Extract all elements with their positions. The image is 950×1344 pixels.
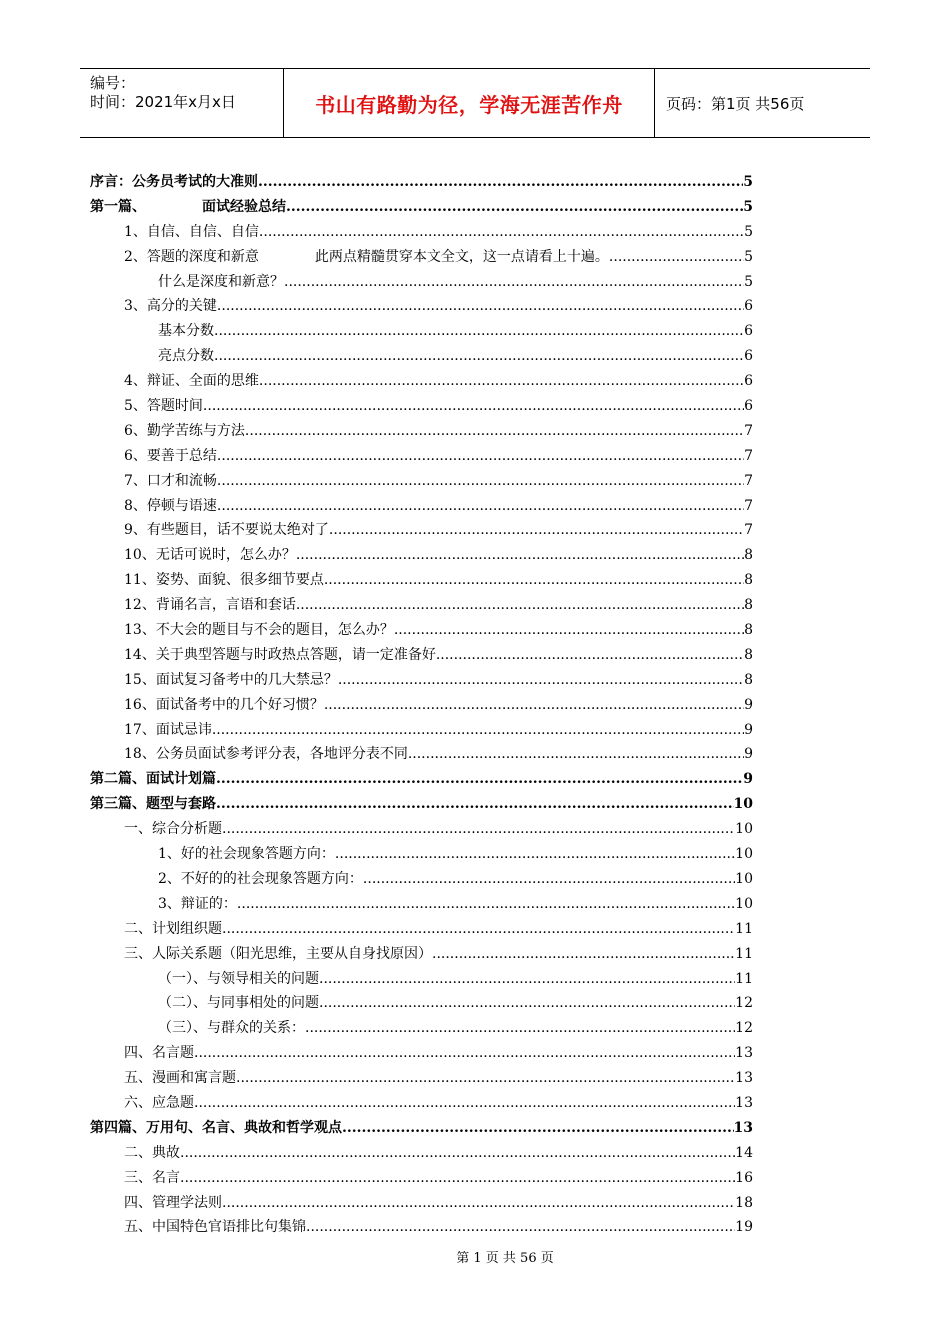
toc-entry-title-text: 1、自信、自信、自信 xyxy=(124,223,259,240)
toc-page-number: 6 xyxy=(744,323,753,340)
toc-entry-title xyxy=(124,245,609,270)
toc-entry-title-text: 16、面试备考中的几个好习惯？ xyxy=(124,696,324,713)
toc-entry-title-text: 1、好的社会现象答题方向： xyxy=(158,846,335,863)
toc-dot-leader xyxy=(609,245,744,270)
toc-page-number: 13 xyxy=(733,1119,753,1136)
toc-entry[interactable] xyxy=(90,1215,753,1240)
toc-page-number: 10 xyxy=(735,870,753,887)
toc-dot-leader xyxy=(329,518,744,543)
toc-entry-title xyxy=(124,419,245,444)
toc-page-number: 9 xyxy=(744,721,753,738)
toc-dot-leader xyxy=(363,867,735,892)
toc-entry-title-text: 4、辩证、全面的思维 xyxy=(124,373,259,390)
toc-dot-leader xyxy=(194,1041,735,1066)
toc-entry[interactable] xyxy=(90,319,753,344)
toc-entry-title xyxy=(124,593,296,618)
toc-page-number: 6 xyxy=(744,373,753,390)
toc-entry-title-text: 7、口才和流畅 xyxy=(124,472,217,489)
toc-entry[interactable] xyxy=(90,1041,753,1066)
toc-page-number: 19 xyxy=(735,1219,753,1236)
toc-dot-leader xyxy=(259,220,744,245)
toc-entry[interactable] xyxy=(90,1116,753,1141)
toc-entry-title xyxy=(124,718,212,743)
toc-entry-title xyxy=(90,195,286,220)
toc-entry-title xyxy=(124,1041,194,1066)
toc-page-number: 13 xyxy=(735,1070,753,1087)
toc-dot-leader xyxy=(245,419,744,444)
toc-entry[interactable] xyxy=(90,593,753,618)
toc-page-number: 13 xyxy=(735,1094,753,1111)
toc-entry[interactable] xyxy=(90,518,753,543)
toc-dot-leader xyxy=(284,270,744,295)
toc-entry[interactable] xyxy=(90,1066,753,1091)
toc-entry[interactable] xyxy=(90,867,753,892)
toc-entry[interactable] xyxy=(90,991,753,1016)
toc-entry-title-text: 五、中国特色官语排比句集锦 xyxy=(124,1219,306,1236)
toc-entry-title xyxy=(124,1091,194,1116)
toc-entry-title xyxy=(124,568,324,593)
toc-entry-title xyxy=(158,1016,305,1041)
toc-page-number: 5 xyxy=(743,174,753,190)
toc-entry[interactable] xyxy=(90,294,753,319)
toc-entry-title xyxy=(124,917,222,942)
toc-dot-leader xyxy=(305,1016,735,1041)
toc-page-number: 10 xyxy=(735,821,753,838)
toc-entry[interactable] xyxy=(90,195,753,220)
toc-dot-leader xyxy=(217,469,744,494)
toc-entry-title xyxy=(158,867,363,892)
toc-dot-leader xyxy=(194,1091,735,1116)
toc-entry-title xyxy=(90,792,216,817)
toc-entry[interactable] xyxy=(90,568,753,593)
header-page-info: 页码：第1页 共56页 xyxy=(666,94,805,113)
header-table xyxy=(80,68,870,138)
toc-entry[interactable] xyxy=(90,967,753,992)
toc-entry-title-text: 序言：公务员考试的大准则 xyxy=(90,174,258,190)
toc-page-number: 7 xyxy=(744,497,753,514)
toc-page-number: 8 xyxy=(744,572,753,589)
toc-entry[interactable] xyxy=(90,742,753,767)
toc-entry[interactable] xyxy=(90,494,753,519)
toc-dot-leader xyxy=(222,817,735,842)
toc-dot-leader xyxy=(319,991,735,1016)
toc-page-number: 7 xyxy=(744,472,753,489)
toc-entry-title-text: 18、公务员面试参考评分表，各地评分表不同 xyxy=(124,746,408,763)
toc-entry-title xyxy=(124,643,436,668)
toc-page-number: 14 xyxy=(735,1144,753,1161)
toc-entry[interactable] xyxy=(90,1016,753,1041)
toc-entry[interactable] xyxy=(90,1166,753,1191)
toc-entry-title-text: （二）、与同事相处的问题 xyxy=(158,995,319,1012)
toc-dot-leader xyxy=(432,942,735,967)
toc-dot-leader xyxy=(258,170,743,195)
toc-entry[interactable] xyxy=(90,344,753,369)
toc-entry-title-text: （三）、与群众的关系： xyxy=(158,1020,305,1037)
toc-entry-title xyxy=(124,469,217,494)
toc-entry[interactable] xyxy=(90,469,753,494)
toc-page-number: 8 xyxy=(744,646,753,663)
toc-entry-title-text: 8、停顿与语速 xyxy=(124,497,217,514)
toc-entry-title xyxy=(124,369,259,394)
toc-page-number: 6 xyxy=(744,348,753,365)
toc-entry[interactable] xyxy=(90,170,753,195)
motto-text: 书山有路勤为径，学海无涯苦作舟 xyxy=(315,92,623,117)
toc-entry-title xyxy=(158,967,319,992)
toc-entry-title-text: 9、有些题目，话不要说太绝对了 xyxy=(124,522,329,539)
toc-entry-title xyxy=(124,220,259,245)
toc-page-number: 5 xyxy=(743,198,753,215)
toc-dot-leader xyxy=(180,1141,735,1166)
toc-dot-leader xyxy=(296,593,744,618)
toc-entry-title-text: 三、人际关系题（阳光思维，主要从自身找原因） xyxy=(124,945,432,962)
toc-page-number: 12 xyxy=(735,1020,753,1037)
toc-entry-subtitle-text: 面试经验总结 xyxy=(202,198,286,215)
page-footer: 第 1 页 共 56 页 xyxy=(456,1251,554,1266)
toc-entry-title-text: 二、典故 xyxy=(124,1144,180,1161)
toc-entry-title-text: 13、不大会的题目与不会的题目，怎么办？ xyxy=(124,622,394,639)
toc-entry-title-text: 第一篇、 xyxy=(90,198,146,215)
toc-entry-title-text: 2、不好的的社会现象答题方向： xyxy=(158,870,363,887)
toc-entry-title xyxy=(124,693,324,718)
toc-entry-title xyxy=(90,767,216,792)
toc-entry-title-text: 四、管理学法则 xyxy=(124,1194,222,1211)
toc-entry-title xyxy=(124,543,296,568)
toc-page-number: 5 xyxy=(744,248,753,265)
toc-dot-leader xyxy=(216,767,743,792)
toc-entry[interactable] xyxy=(90,792,753,817)
toc-page-number: 6 xyxy=(744,298,753,315)
header-motto-cell xyxy=(284,69,655,137)
toc-page-number: 10 xyxy=(735,846,753,863)
toc-page-number: 7 xyxy=(744,422,753,439)
toc-dot-leader xyxy=(408,742,744,767)
toc-entry[interactable] xyxy=(90,543,753,568)
toc-entry[interactable] xyxy=(90,369,753,394)
toc-dot-leader xyxy=(286,195,743,220)
toc-entry[interactable] xyxy=(90,245,753,270)
toc-page-number: 13 xyxy=(735,1045,753,1062)
toc-page-number: 18 xyxy=(735,1194,753,1211)
toc-page-number: 6 xyxy=(744,398,753,415)
toc-entry[interactable] xyxy=(90,1141,753,1166)
toc-entry-title-text: 基本分数 xyxy=(158,323,214,340)
toc-entry-title xyxy=(124,444,217,469)
toc-entry-title-text: 12、背诵名言，言语和套话 xyxy=(124,597,296,614)
toc-entry-title xyxy=(158,892,237,917)
toc-entry-title-text: 亮点分数 xyxy=(158,348,214,365)
toc-entry-title xyxy=(124,817,222,842)
toc-page-number: 9 xyxy=(744,696,753,713)
toc-page-number: 9 xyxy=(743,771,753,788)
toc-entry-title xyxy=(124,1191,222,1216)
toc-entry-title-text: （一）、与领导相关的问题 xyxy=(158,970,319,987)
toc-dot-leader xyxy=(203,394,744,419)
toc-dot-leader xyxy=(335,842,735,867)
toc-entry-title-text: 17、面试忌讳 xyxy=(124,721,212,738)
toc-page-number: 9 xyxy=(744,746,753,763)
toc-entry-title-text: 五、漫画和寓言题 xyxy=(124,1070,236,1087)
toc-entry-title-text: 第三篇、题型与套路 xyxy=(90,796,216,813)
toc-entry-title xyxy=(158,344,214,369)
toc-entry-title xyxy=(124,668,338,693)
toc-entry-title-text: 6、要善于总结 xyxy=(124,447,217,464)
toc-dot-leader xyxy=(237,892,735,917)
toc-entry-title-text: 3、高分的关键 xyxy=(124,298,217,315)
toc-entry-title-text: 一、综合分析题 xyxy=(124,821,222,838)
toc-entry-title-text: 二、计划组织题 xyxy=(124,920,222,937)
number-label: 编号： xyxy=(90,74,136,92)
toc-dot-leader xyxy=(342,1116,734,1141)
toc-page-number: 12 xyxy=(735,995,753,1012)
toc-entry-title xyxy=(158,842,335,867)
toc-dot-leader xyxy=(214,319,744,344)
toc-entry-title xyxy=(124,1215,306,1240)
toc-dot-leader xyxy=(222,917,735,942)
toc-dot-leader xyxy=(222,1191,735,1216)
toc-dot-leader xyxy=(394,618,744,643)
toc-entry-title xyxy=(124,1141,180,1166)
toc-entry-title-text: 6、勤学苦练与方法 xyxy=(124,422,245,439)
toc-dot-leader xyxy=(259,369,744,394)
toc-entry-title-text: 什么是深度和新意？ xyxy=(158,273,284,290)
toc-page-number: 8 xyxy=(744,671,753,688)
toc-entry[interactable] xyxy=(90,917,753,942)
toc-dot-leader xyxy=(338,668,744,693)
toc-page-number: 16 xyxy=(735,1169,753,1186)
toc-entry[interactable] xyxy=(90,767,753,792)
toc-entry-subtitle-text: 此两点精髓贯穿本文全文，这一点请看上十遍。 xyxy=(314,248,609,265)
toc-entry-title xyxy=(158,991,319,1016)
toc-entry-title xyxy=(124,494,217,519)
toc-page-number: 7 xyxy=(744,447,753,464)
toc-dot-leader xyxy=(180,1166,735,1191)
toc-dot-leader xyxy=(212,718,744,743)
toc-entry[interactable] xyxy=(90,693,753,718)
toc-page-number: 10 xyxy=(733,796,753,813)
toc-entry-title xyxy=(124,394,203,419)
toc-entry-title-text: 2、答题的深度和新意 xyxy=(124,248,259,265)
toc-page-number: 5 xyxy=(744,273,753,290)
toc-entry[interactable] xyxy=(90,668,753,693)
toc-entry[interactable] xyxy=(90,643,753,668)
toc-dot-leader xyxy=(236,1066,735,1091)
toc-dot-leader xyxy=(324,693,744,718)
toc-entry-title xyxy=(124,1066,236,1091)
toc-page-number: 8 xyxy=(744,547,753,564)
time-label: 时间：2021年x月x日 xyxy=(90,93,236,111)
toc-entry[interactable] xyxy=(90,618,753,643)
toc-dot-leader xyxy=(306,1215,735,1240)
toc-entry[interactable] xyxy=(90,1191,753,1216)
toc-dot-leader xyxy=(217,444,744,469)
toc-entry[interactable] xyxy=(90,220,753,245)
toc-entry-title-text: 六、应急题 xyxy=(124,1094,194,1111)
toc-entry-title-text: 10、无话可说时，怎么办？ xyxy=(124,547,296,564)
toc-entry-title-text: 第四篇、万用句、名言、典故和哲学观点 xyxy=(90,1119,342,1136)
toc-dot-leader xyxy=(217,494,744,519)
toc-dot-leader xyxy=(214,344,744,369)
header-left-cell xyxy=(80,69,284,137)
toc-entry[interactable] xyxy=(90,718,753,743)
toc-entry[interactable] xyxy=(90,892,753,917)
toc-entry-title xyxy=(124,1166,180,1191)
toc-entry-title-text: 第二篇、面试计划篇 xyxy=(90,771,216,788)
toc-entry-title xyxy=(90,1116,342,1141)
toc-entry-title-text: 15、面试复习备考中的几大禁忌？ xyxy=(124,671,338,688)
toc-entry[interactable] xyxy=(90,1091,753,1116)
toc-entry[interactable] xyxy=(90,419,753,444)
toc-entry-title-text: 5、答题时间 xyxy=(124,398,203,415)
toc-entry[interactable] xyxy=(90,394,753,419)
toc-entry-title xyxy=(124,742,408,767)
toc-page-number: 5 xyxy=(744,223,753,240)
toc-entry[interactable] xyxy=(90,817,753,842)
toc-page-number: 7 xyxy=(744,522,753,539)
toc-dot-leader xyxy=(296,543,744,568)
toc-page-number: 8 xyxy=(744,622,753,639)
toc-dot-leader xyxy=(216,792,734,817)
toc-entry-title xyxy=(90,170,258,195)
toc-entry-title-text: 11、姿势、面貌、很多细节要点 xyxy=(124,572,324,589)
toc-entry-title-text: 三、名言 xyxy=(124,1169,180,1186)
toc-entry[interactable] xyxy=(90,842,753,867)
toc-entry-title xyxy=(124,518,329,543)
table-of-contents xyxy=(90,170,753,1240)
toc-dot-leader xyxy=(324,568,744,593)
toc-entry-title xyxy=(158,270,284,295)
toc-entry[interactable] xyxy=(90,444,753,469)
toc-entry[interactable] xyxy=(90,942,753,967)
toc-entry-title-text: 14、关于典型答题与时政热点答题，请一定准备好 xyxy=(124,646,436,663)
toc-entry-title xyxy=(158,319,214,344)
toc-entry-title xyxy=(124,942,432,967)
toc-page-number: 11 xyxy=(735,970,753,987)
toc-entry-title-text: 四、名言题 xyxy=(124,1045,194,1062)
toc-entry-title xyxy=(124,294,217,319)
toc-entry-title-text: 3、辩证的： xyxy=(158,895,237,912)
toc-dot-leader xyxy=(319,967,735,992)
toc-entry[interactable] xyxy=(90,270,753,295)
toc-dot-leader xyxy=(436,643,744,668)
toc-entry-title xyxy=(124,618,394,643)
toc-page-number: 11 xyxy=(735,920,753,937)
toc-page-number: 11 xyxy=(735,945,753,962)
toc-page-number: 8 xyxy=(744,597,753,614)
toc-dot-leader xyxy=(217,294,744,319)
toc-page-number: 10 xyxy=(735,895,753,912)
